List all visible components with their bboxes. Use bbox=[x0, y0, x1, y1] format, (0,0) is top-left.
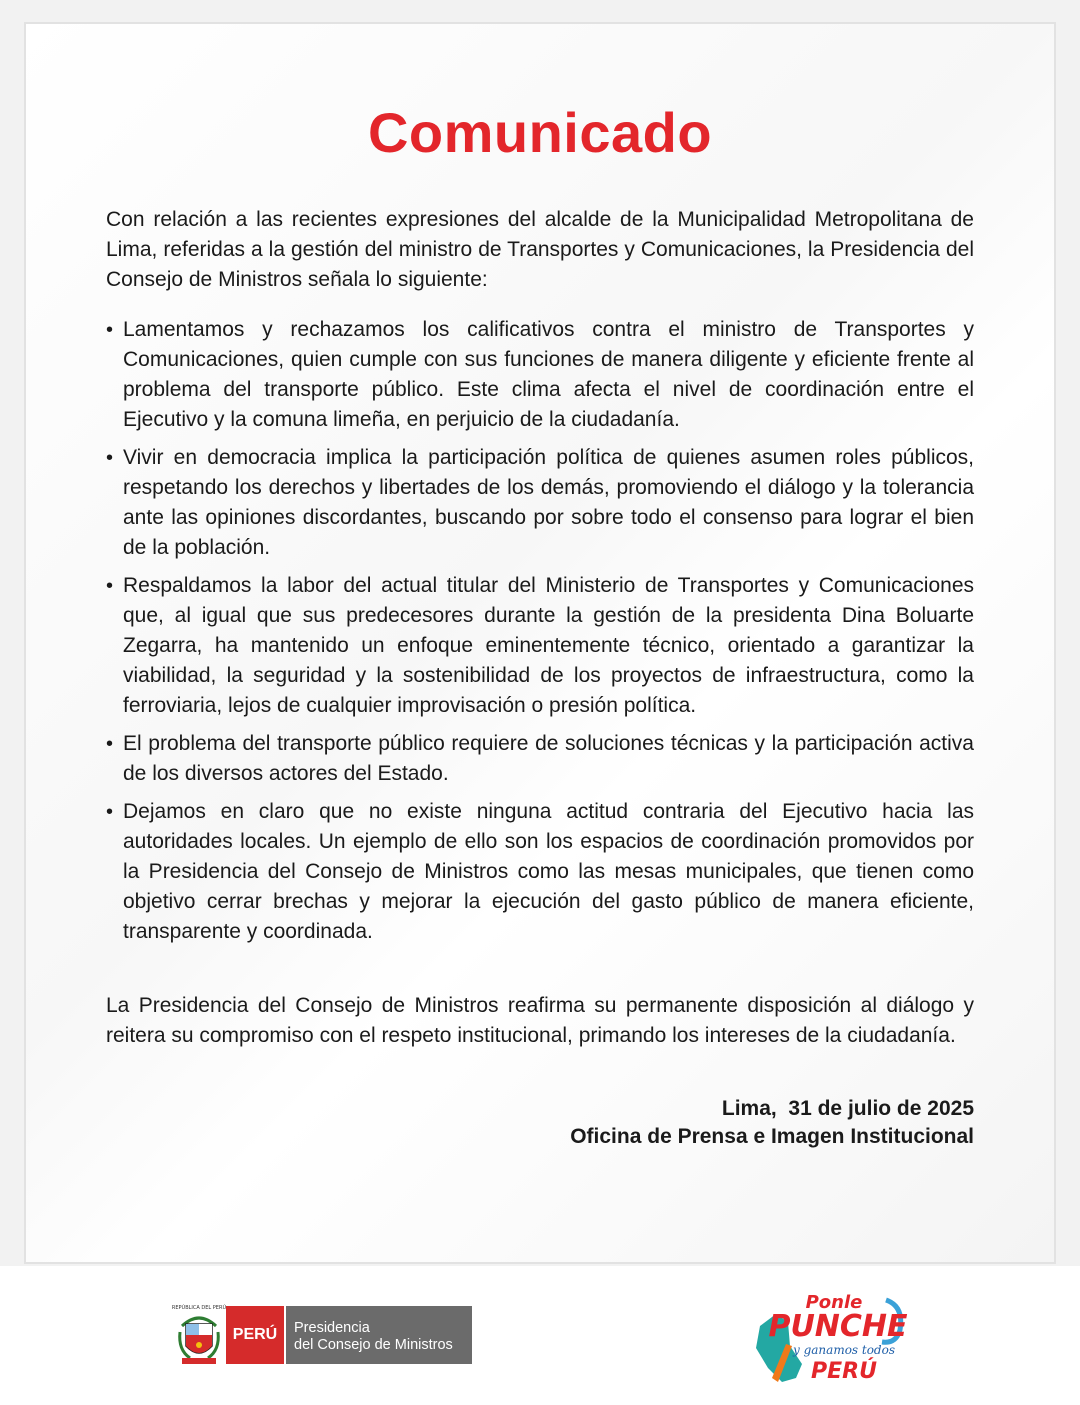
intro-paragraph: Con relación a las recientes expresiones del alcalde de la Municipalidad Metropolitana de Lima, referidas a la gestión del ministro de Transportes y Comunicaciones, la Presidencia del Consejo de Ministros señala lo siguiente: bbox=[106, 208, 974, 291]
pcm-logo bbox=[171, 1302, 472, 1368]
punche-line-4: PERÚ bbox=[811, 1359, 877, 1384]
issuing-office: Oficina de Prensa e Imagen Institucional bbox=[570, 1125, 974, 1148]
list-item: • Respaldamos la labor del actual titular del Ministerio de Transportes y Comunicaciones que, al igual que sus predecesores durante la gestión de la presidenta Dina Boluarte Zegarra, ha mantenido un enfoque eminentemente técnico, orientado a garantizar la viabilidad, la seguridad y la sostenibilidad de los proyectos de infraestructura, como la ferroviaria, lejos de cualquier improvisación o presión política. bbox=[106, 571, 974, 721]
document-body bbox=[106, 205, 974, 1151]
closing-paragraph: La Presidencia del Consejo de Ministros reafirma su permanente disposición al diálogo y reitera su compromiso con el respeto institucional, primando los intereses de la ciudadanía. bbox=[106, 994, 974, 1047]
pcm-line-1: Presidencia bbox=[294, 1320, 370, 1336]
list-item: • Lamentamos y rechazamos los calificativos contra el ministro de Transportes y Comunicaciones, quien cumple con sus funciones de manera diligente y eficiente frente al problema del transporte público. Este clima afecta el nivel de coordinación entre el Ejecutivo y la comuna limeña, en perjuicio de la ciudadanía. bbox=[106, 315, 974, 435]
pcm-line-2: del Consejo de Ministros bbox=[294, 1337, 453, 1353]
pcm-label bbox=[284, 1306, 472, 1364]
page-title: Comunicado bbox=[367, 101, 713, 164]
signature bbox=[106, 1095, 974, 1151]
punche-line-1: Ponle bbox=[805, 1292, 863, 1313]
list-item: • Vivir en democracia implica la participación política de quienes asumen roles públicos, respetando los derechos y libertades de los demás, promoviendo el diálogo y la tolerancia ante las opiniones discordantes, buscando por sobre todo el consenso para lograr el bien de la población. bbox=[106, 443, 974, 563]
crest-text: REPÚBLICA DEL PERÚ bbox=[171, 1305, 227, 1311]
punche-line-2: PUNCHE bbox=[768, 1309, 908, 1344]
coat-of-arms-icon bbox=[171, 1302, 227, 1368]
ponle-punche-logo bbox=[746, 1286, 912, 1396]
points-list bbox=[106, 315, 974, 947]
footer bbox=[0, 1266, 1080, 1405]
punche-line-3: y ganamos todos bbox=[793, 1343, 895, 1357]
list-item: • Dejamos en claro que no existe ninguna actitud contraria del Ejecutivo hacia las autoridades locales. Un ejemplo de ello son los espacios de coordinación promovidos por la Presidencia del Consejo de Ministros como las mesas municipales, que tienen como objetivo cerrar brechas y mejorar la ejecución del gasto público de manera eficiente, transparente y coordinada. bbox=[106, 797, 974, 947]
peru-label: PERÚ bbox=[226, 1306, 284, 1364]
list-item: • El problema del transporte público requiere de soluciones técnicas y la participación activa de los diversos actores del Estado. bbox=[106, 729, 974, 789]
place-date: Lima, 31 de julio de 2025 bbox=[721, 1097, 974, 1120]
